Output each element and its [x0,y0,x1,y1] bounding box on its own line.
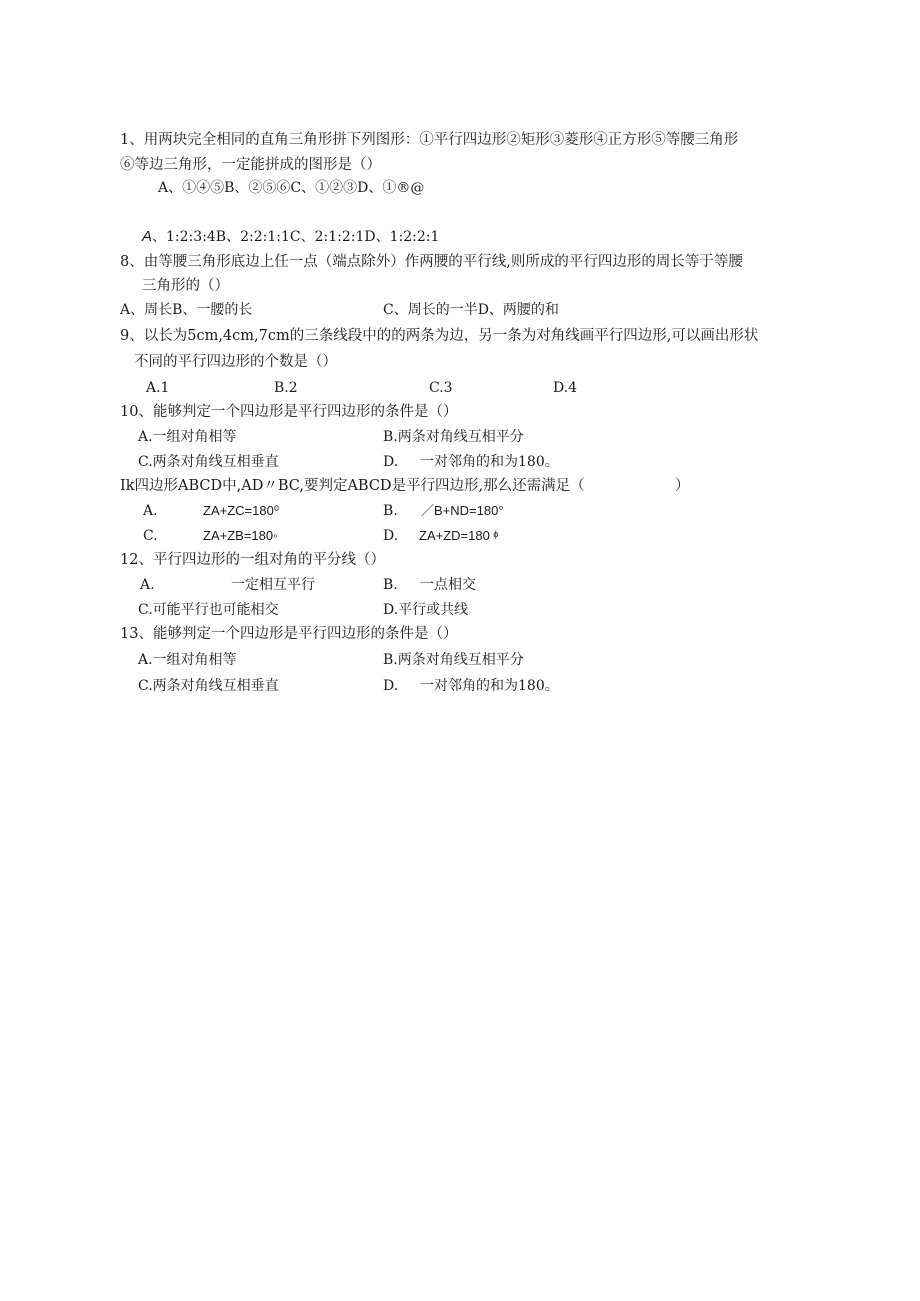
q9-option-c: C.3 [429,380,453,396]
q11-option-a-text: ZA+ZC=180⁰ [203,503,280,518]
q1-options: A、①④⑤B、②⑤⑥C、①②③D、①®@ [158,180,425,196]
q12-option-c: C.可能平行也可能相交 [138,602,279,618]
q8-line1: 8、由等腰三角形底边上任一点（端点除外）作两腰的平行线,则所成的平行四边形的周长等于等腰 [120,254,743,270]
q9-line1: 9、以长为5cm,4cm,7cm的三条线段中的的两条为边，另一条为对角线画平行四边形,可以画出形状 [120,328,759,344]
q12-stem: 12、平行四边形的一组对角的平分线（） [120,552,385,568]
q8-line2: 三角形的（） [142,278,229,294]
q9-line2: 不同的平行四边形的个数是（） [134,354,337,370]
q10-option-d-text: 一对邻角的和为180。 [420,454,559,470]
q11-paren-close: ） [675,478,690,494]
q10-option-c: C.两条对角线互相垂直 [138,454,279,470]
q9-option-d: D.4 [553,380,578,396]
q8-option-cd: C、周长的一半D、两腰的和 [383,302,559,318]
q11-option-c-letter: C. [143,528,158,544]
q13-option-a: A.一组对角相等 [138,652,237,668]
q13-option-d-text: 一对邻角的和为180。 [420,678,559,694]
q12-option-b-letter: B. [383,577,398,593]
q11-option-a-letter: A. [143,503,158,519]
q11-option-b-text: ／B+ND=180° [421,503,504,518]
q7-options-rest: 、1:2:3:4B、2:2:1:1C、2:1:2:1D、1:2:2:1 [152,229,440,245]
q7-option-a-letter: A [142,228,153,245]
q8-option-ab: A、周长B、一腰的长 [120,302,253,318]
q11-option-c-text: ZA+ZB=180◦ [203,528,278,543]
q11-option-d-letter: D. [383,528,399,544]
q10-option-b: B.两条对角线互相平分 [383,429,524,445]
q9-option-a: A.1 [146,380,170,396]
q1-line1: 1、用两块完全相同的直角三角形拼下列图形：①平行四边形②矩形③菱形④正方形⑤等腰三角形 [120,132,739,148]
q9-option-b: B.2 [274,380,298,396]
q10-option-d-letter: D. [383,454,399,470]
q13-option-b: B.两条对角线互相平分 [383,652,524,668]
q11-option-b-letter: B. [383,503,398,519]
q11-stem: Ik四边形ABCD中,AD〃BC,要判定ABCD是平行四边形,那么还需满足（ [120,478,585,494]
q13-stem: 13、能够判定一个四边形是平行四边形的条件是（） [120,626,458,642]
q10-option-a: A.一组对角相等 [138,429,237,445]
q11-option-d-text: ZA+ZD=180 ᶲ [419,528,499,543]
q10-stem: 10、能够判定一个四边形是平行四边形的条件是（） [120,404,458,420]
q12-option-b-text: 一点相交 [420,577,476,593]
q12-option-a-letter: A. [140,577,155,593]
q13-option-c: C.两条对角线互相垂直 [138,678,279,694]
q12-option-a-text: 一定相互平行 [231,577,315,593]
q12-option-d: D.平行或共线 [383,602,469,618]
q1-line2: ⑥等边三角形，一定能拼成的图形是（） [120,157,381,173]
q7-options [142,227,439,247]
q13-option-d-letter: D. [383,678,399,694]
